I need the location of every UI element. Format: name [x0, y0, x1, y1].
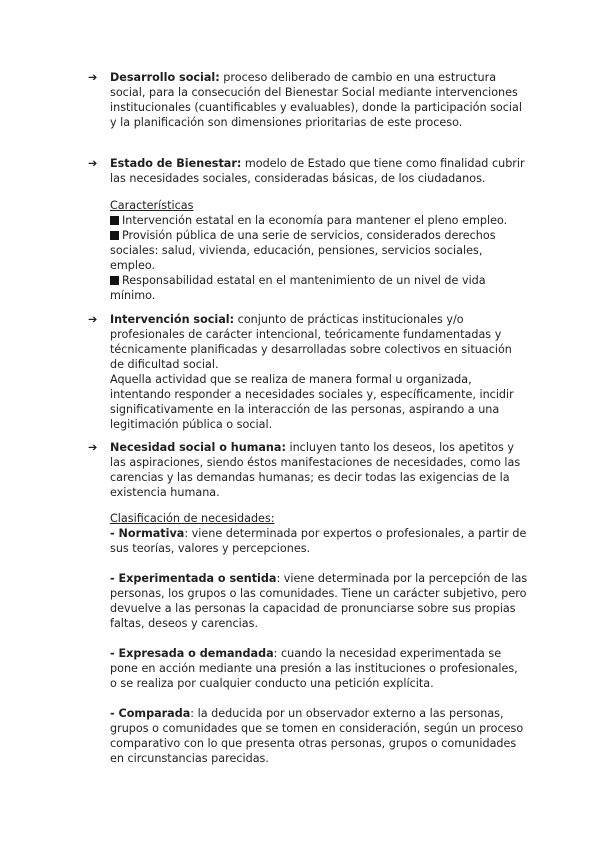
caracteristicas-block: [110, 198, 528, 303]
caracteristica-item: Intervención estatal en la economía para mantener el pleno empleo.: [110, 213, 528, 228]
term: Estado de Bienestar:: [110, 157, 242, 170]
bullet-text: [110, 156, 528, 186]
caracteristicas-heading: Características: [110, 199, 194, 212]
bullet-text: [110, 440, 528, 500]
clasificacion-item: - Experimentada o sentida: viene determinada por la percepción de las personas, los grupos o las comunidades. Tiene un carácter subjetivo, pero devuelve a las personas la capacidad de pronunciarse sobre sus propias faltas, deseos y carencias.: [110, 572, 528, 630]
term: Desarrollo social:: [110, 71, 220, 84]
square-bullet-icon: [110, 231, 119, 240]
definition-paragraph: [110, 312, 528, 372]
clasificacion-block: [110, 511, 528, 766]
definition: conjunto de prácticas institucionales y/o profesionales de carácter intencional, teóricamente fundamentadas y técnicamente planificadas y desarrolladas sobre colectivos en situación de dificultad social.: [110, 313, 512, 371]
clasificacion-item: - Expresada o demandada: cuando la necesidad experimentada se pone en acción mediante una presión a las instituciones o profesionales, o se realiza por cualquier conducto una petición explícita.: [110, 647, 518, 690]
term: Necesidad social o humana:: [110, 441, 286, 454]
caracteristica-item: Provisión pública de una serie de servicios, considerados derechos sociales: salud, vivienda, educación, pensiones, servicios sociales, empleo.: [110, 229, 496, 272]
square-bullet-icon: [110, 276, 119, 285]
definition: proceso deliberado de cambio en una estructura social, para la consecución del Bienestar Social mediante intervenciones institucionales (cuantificables y evaluables), donde la participación social y la planificación son dimensiones prioritarias de este proceso.: [110, 71, 523, 129]
bullet-text: [110, 70, 528, 130]
arrow-icon: ➔: [88, 313, 98, 326]
extra-paragraph: Aquella actividad que se realiza de manera formal u organizada, intentando responder a necesidades sociales y, específicamente, incidir significativamente en la interacción de las personas, aspirando a una legitimación pública o social.: [110, 373, 514, 431]
caracteristica-item: Responsabilidad estatal en el mantenimiento de un nivel de vida mínimo.: [110, 274, 486, 302]
arrow-icon: ➔: [88, 71, 98, 84]
clasificacion-item: - Comparada: la deducida por un observador externo a las personas, grupos o comunidades que se tomen en consideración, según un proceso comparativo con lo que presenta otras personas, grupos o comunidades en circunstancias parecidas.: [110, 707, 524, 765]
bullet-text: [110, 312, 528, 432]
square-bullet-icon: [110, 216, 119, 225]
clasificacion-heading: Clasificación de necesidades:: [110, 512, 275, 525]
definition: incluyen tanto los deseos, los apetitos y las aspiraciones, siendo éstos manifestaciones de necesidades, como las carencias y las demandas humanas; es decir todas las exigencias de la existencia humana.: [110, 441, 521, 499]
arrow-icon: ➔: [88, 441, 98, 454]
definition: modelo de Estado que tiene como finalidad cubrir las necesidades sociales, consideradas básicas, de los ciudadanos.: [110, 157, 525, 185]
clasificacion-item: - Normativa: viene determinada por expertos o profesionales, a partir de sus teorías, valores y percepciones.: [110, 527, 527, 555]
term: Intervención social:: [110, 313, 235, 326]
arrow-icon: ➔: [88, 157, 98, 170]
